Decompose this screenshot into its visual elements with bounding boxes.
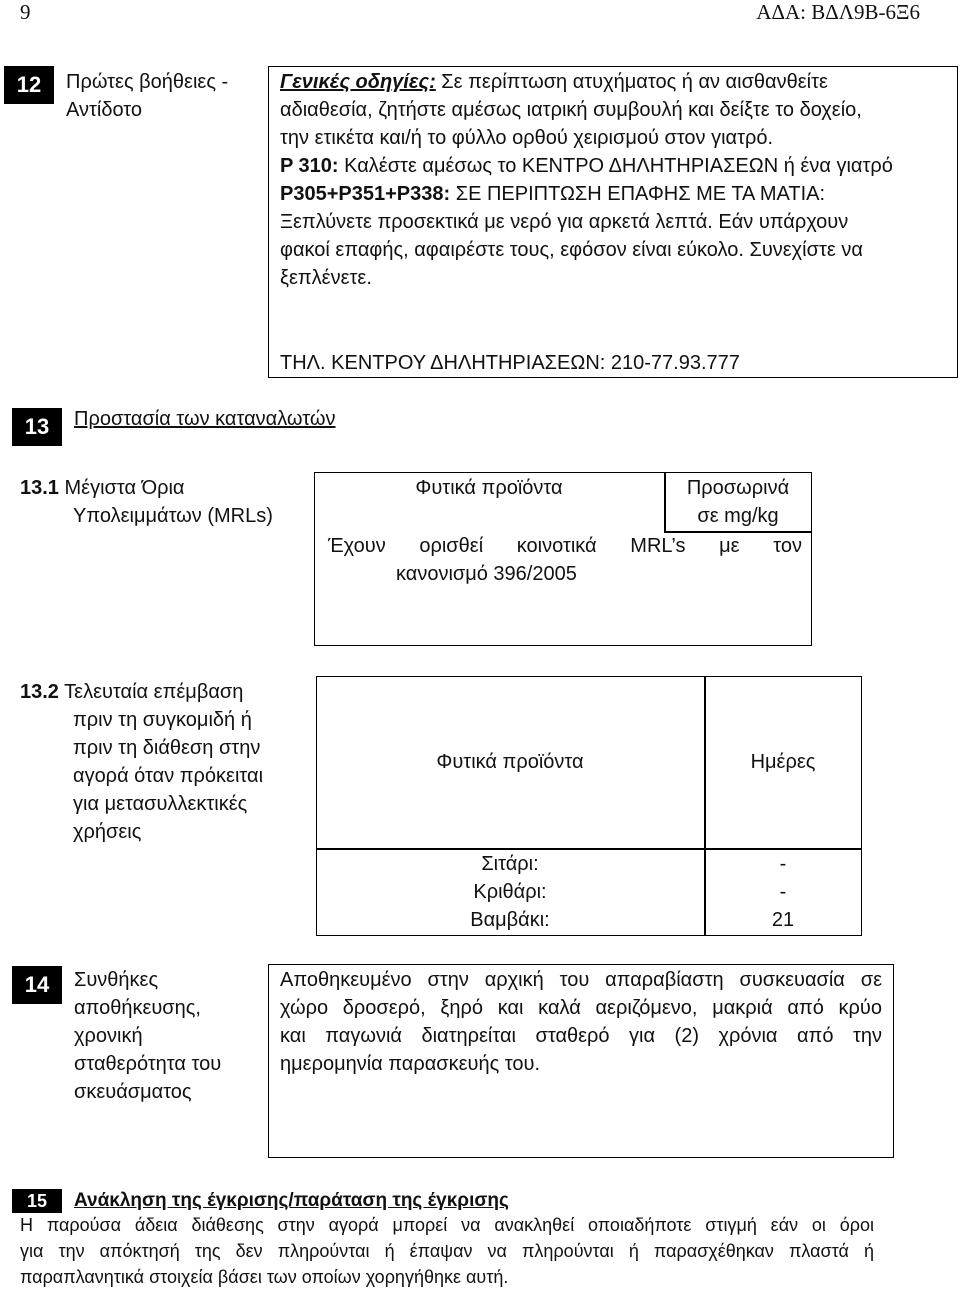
- section-12-badge: 12: [4, 66, 54, 104]
- section-14-title-line: Συνθήκες: [74, 969, 159, 991]
- phi-label-line: πριν τη συγκομιδή ή: [73, 709, 252, 731]
- table-row: [316, 850, 704, 878]
- mrl-note-line: Έχουν ορισθεί κοινοτικά MRL’s με τον: [328, 535, 802, 557]
- section-14-badge: 14: [12, 966, 62, 1004]
- storage-text-line: ημερομηνία παρασκευής του.: [280, 1053, 541, 1075]
- phi-days: -: [779, 881, 787, 903]
- phi-label-line: χρήσεις: [73, 821, 142, 843]
- section-14-title-line: αποθήκευσης,: [74, 997, 201, 1019]
- section-15-title: Ανάκληση της έγκρισης/παράταση της έγκρισης: [74, 1190, 509, 1211]
- eyes-text: Ξεπλύνετε προσεκτικά με νερό για αρκετά λεπτά. Εάν υπάρχουν: [280, 211, 849, 233]
- table-row: [704, 850, 862, 878]
- mrl-col-products: Φυτικά προϊόντα: [415, 477, 563, 499]
- phi-days: -: [779, 853, 787, 875]
- section-13-title: Προστασία των καταναλωτών: [74, 408, 336, 430]
- mrl-label-line: Μέγιστα Όρια: [64, 477, 185, 499]
- phi-crop: Βαμβάκι:: [470, 909, 550, 931]
- table-row: [704, 906, 862, 934]
- page-number: 9: [20, 0, 31, 24]
- table-row: [704, 878, 862, 906]
- mrl-note: [328, 532, 802, 588]
- section-14-title-line: σταθερότητα του: [74, 1053, 222, 1075]
- mrl-number: 13.1: [20, 477, 59, 499]
- table-row: [316, 878, 704, 906]
- p310-text: Καλέστε αμέσως το ΚΕΝΤΡΟ ΔΗΛΗΤΗΡΙΑΣΕΩΝ ή ένα γιατρό: [338, 155, 893, 177]
- p305-text: ΣΕ ΠΕΡΙΠΤΩΣΗ ΕΠΑΦΗΣ ΜΕ ΤΑ ΜΑΤΙΑ:: [450, 183, 826, 205]
- storage-text-line: χώρο δροσερό, ξηρό και καλά αεριζόμενο, μακριά από κρύο: [280, 997, 882, 1019]
- general-text: την ετικέτα και/ή το φύλλο ορθού χειρισμού στον γιατρό.: [280, 127, 774, 149]
- general-text: Σε περίπτωση ατυχήματος ή αν αισθανθείτε: [435, 71, 828, 93]
- p305-code: P305+P351+P338:: [280, 183, 451, 205]
- eyes-text: ξεπλένετε.: [280, 267, 372, 289]
- phi-crop: Κριθάρι:: [473, 881, 547, 903]
- storage-text-line: Αποθηκευμένο στην αρχική του απαραβίαστη συσκευασία σε: [280, 969, 882, 991]
- phi-label-line: για μετασυλλεκτικές: [73, 793, 248, 815]
- revocation-text-line: Η παρούσα άδεια διάθεσης στην αγορά μπορεί να ανακληθεί οποιαδήποτε στιγμή εάν οι όροι: [20, 1215, 874, 1235]
- mrl-note-line: κανονισμό 396/2005: [396, 563, 577, 585]
- phi-col-days: Ημέρες: [750, 751, 816, 773]
- mrl-label-line: Υπολειμμάτων (MRLs): [73, 505, 273, 527]
- section-14-title-line: σκευάσματος: [74, 1081, 192, 1103]
- section-12-text: [280, 68, 950, 292]
- section-12-title: [66, 68, 256, 124]
- mrl-col-provisional: [664, 474, 812, 530]
- phi-col-products: Φυτικά προϊόντα: [436, 751, 584, 773]
- phi-label: [20, 678, 315, 846]
- section-15-text: [20, 1212, 874, 1290]
- section-15-badge: 15: [12, 1189, 62, 1213]
- revocation-text-line: για την απόκτησή της δεν πληρούνται ή έπαψαν να πληρούνται ή παρασχέθηκαν πλαστά ή: [20, 1241, 874, 1261]
- storage-text-line: και παγωνιά διατηρείται σταθερό για (2) χρόνια από την: [280, 1025, 882, 1047]
- phi-label-line: αγορά όταν πρόκειται: [73, 765, 264, 787]
- general-text: αδιαθεσία, ζητήστε αμέσως ιατρική συμβουλή και δείξτε το δοχείο,: [280, 99, 862, 121]
- revocation-text-line: παραπλανητικά στοιχεία βάσει των οποίων χορηγήθηκε αυτή.: [20, 1267, 509, 1287]
- eyes-text: φακοί επαφής, αφαιρέστε τους, εφόσον είναι εύκολο. Συνεχίστε να: [280, 239, 863, 261]
- mrl-col-provisional-line: Προσωρινά: [686, 477, 790, 499]
- p310-code: P 310:: [280, 155, 339, 177]
- phi-crop: Σιτάρι:: [481, 853, 539, 875]
- mrl-col-provisional-line: σε mg/kg: [697, 505, 779, 527]
- ada-code: ΑΔΑ: ΒΔΛ9Β-6Ξ6: [756, 0, 920, 24]
- phi-days: 21: [771, 909, 795, 931]
- phi-label-line: Τελευταία επέμβαση: [64, 681, 244, 703]
- mrl-label: [20, 474, 310, 530]
- section-14-title-line: χρονική: [74, 1025, 143, 1047]
- section-12-title-line: Πρώτες βοήθειες -: [66, 71, 229, 93]
- general-label: Γενικές οδηγίες:: [280, 71, 436, 93]
- phi-number: 13.2: [20, 681, 59, 703]
- poison-center-phone: ΤΗΛ. ΚΕΝΤΡΟΥ ΔΗΛΗΤΗΡΙΑΣΕΩΝ: 210-77.93.777: [280, 352, 740, 374]
- section-14-title: [74, 966, 264, 1106]
- phi-label-line: πριν τη διάθεση στην: [73, 737, 261, 759]
- section-12-title-line: Αντίδοτο: [66, 99, 143, 121]
- section-14-text: [280, 966, 882, 1078]
- table-row: [316, 906, 704, 934]
- section-13-badge: 13: [12, 408, 62, 446]
